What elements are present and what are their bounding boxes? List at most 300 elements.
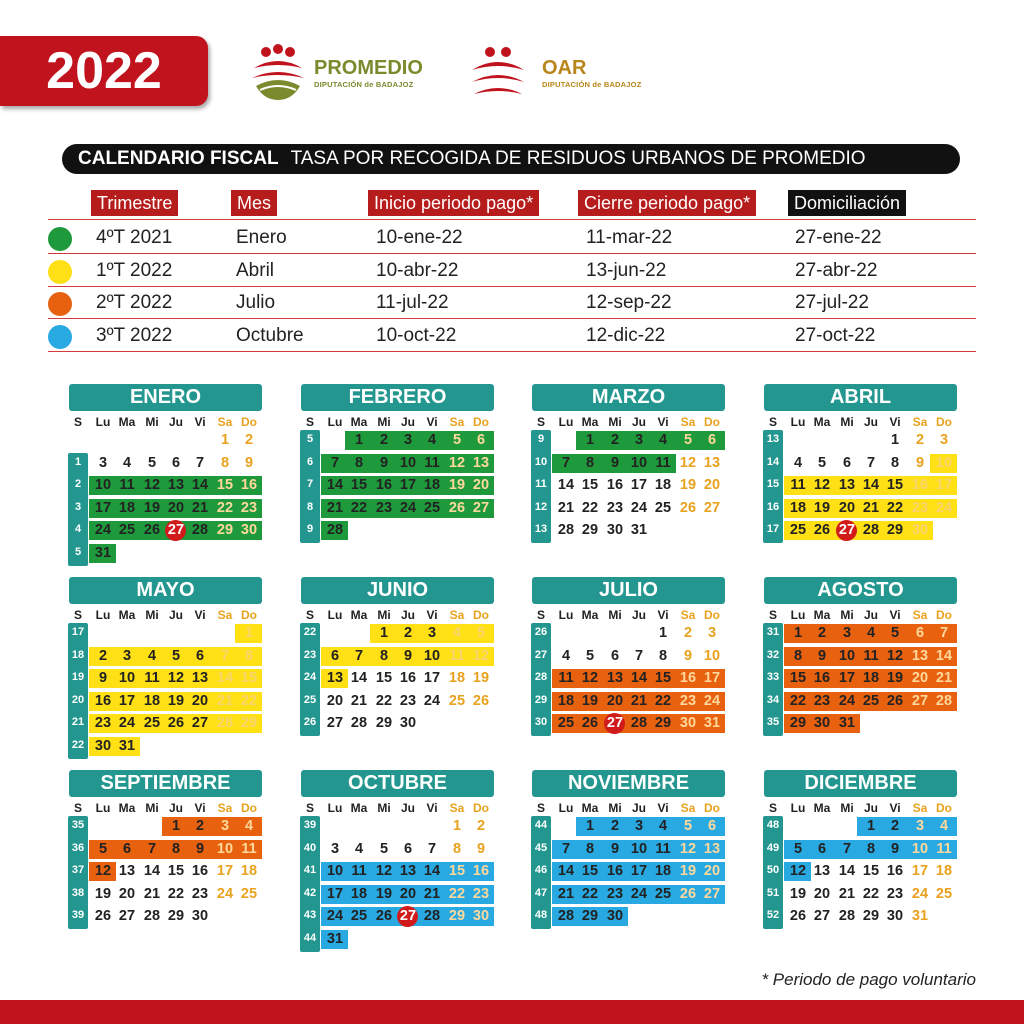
calendar-day: 3 [634,432,644,448]
calendar-day: 27 [606,715,624,732]
day-header: S [768,415,777,429]
month-noviembre [531,770,725,925]
calendar-day: 23 [191,885,209,902]
calendar-day: 26 [813,522,831,539]
calendar-day: 22 [886,499,904,516]
calendar-day: 8 [452,840,462,857]
calendar-day: 24 [94,522,112,539]
day-header: Sa [449,608,465,622]
day-header: Ma [813,801,831,815]
week-number: 30 [534,716,548,729]
calendar-day: 22 [167,885,185,902]
header-mes: Mes [231,190,277,216]
day-header: Do [936,608,952,622]
day-header: Mi [377,415,391,429]
calendar-day: 27 [911,692,929,709]
calendar-day: 15 [581,863,599,880]
calendar-day: 30 [191,908,209,925]
calendar-day: 10 [216,840,234,857]
calendar-day: 22 [350,499,368,516]
calendar-day: 24 [326,908,344,925]
calendar-day: 14 [143,863,161,880]
cell-mes: Abril [236,259,275,281]
day-header: Vi [889,608,901,622]
calendar-day: 5 [476,625,486,641]
calendar-day: 14 [630,670,648,687]
day-header: Lu [327,415,343,429]
week-number: 40 [303,841,317,854]
oar-logo [460,44,641,102]
calendar-day: 15 [654,670,672,687]
calendar-day: 8 [890,454,900,471]
week-number: 17 [71,626,85,638]
calendar-day: 7 [842,840,852,857]
calendar-day: 27 [326,715,344,732]
week-number: 38 [71,886,85,899]
calendar-day: 16 [606,477,624,494]
promedio-logo [248,44,423,102]
week-number: 43 [303,909,317,922]
calendar-day: 17 [911,863,929,880]
calendar-day: 10 [630,454,648,471]
week-number: 41 [303,864,317,877]
calendar-day: 24 [118,715,136,732]
calendar-day: 7 [427,840,437,857]
calendar-day: 2 [610,432,620,448]
calendar-day: 23 [606,499,624,516]
week-number: 14 [766,455,780,468]
day-header: S [536,801,545,815]
promedio-logo-icon [248,44,308,102]
calendar-day: 12 [679,454,697,471]
month-title: NOVIEMBRE [532,770,725,797]
calendar-day: 16 [679,670,697,687]
calendar-day: 6 [330,647,340,664]
month-marzo [531,384,725,539]
month-title: ABRIL [764,384,957,411]
week-number: 36 [71,841,85,854]
month-enero [68,384,262,561]
week-number: 21 [71,716,85,729]
week-number: 19 [71,671,85,684]
day-header: Vi [426,415,438,429]
calendar-day: 22 [862,885,880,902]
calendar-day: 3 [427,625,437,641]
week-number: 42 [303,886,317,899]
calendar-day: 19 [886,670,904,687]
day-header: Ma [118,415,136,429]
calendar-day: 12 [813,477,831,494]
calendar-day: 29 [240,715,258,732]
week-number: 4 [74,523,82,536]
calendar-day: 6 [122,840,132,857]
calendar-day: 18 [448,670,466,687]
calendar-day: 19 [94,885,112,902]
promedio-logo-name: PROMEDIO [314,57,423,79]
calendar-day: 15 [581,477,599,494]
calendar-day: 25 [862,692,880,709]
calendar-day: 30 [94,738,112,754]
week-number: 50 [766,864,780,877]
calendar-day: 5 [585,647,595,664]
calendar-day: 22 [789,692,807,709]
calendar-day: 21 [350,692,368,709]
cell-inicio: 10-abr-22 [376,259,459,281]
calendar-day: 17 [630,863,648,880]
calendar-day: 14 [862,477,880,494]
calendar-day: 13 [703,840,721,857]
calendar-day: 28 [350,715,368,732]
calendar-day: 17 [935,477,953,494]
footnote: * Periodo de pago voluntario [761,970,976,989]
calendar-day: 13 [472,454,490,471]
week-number: 8 [306,500,314,513]
calendar-day: 8 [220,454,230,471]
calendar-day: 3 [330,840,340,857]
cell-inicio: 10-ene-22 [376,227,463,248]
calendar-day: 6 [476,432,486,448]
calendar-day: 23 [240,499,258,516]
calendar-day: 30 [679,715,697,732]
calendar-day: 22 [448,885,466,902]
calendar-day: 28 [557,908,575,925]
calendar-day: 8 [658,647,668,664]
week-number: 2 [74,478,82,491]
calendar-day: 11 [424,454,440,471]
calendar-day: 9 [379,454,389,471]
calendar-day: 26 [143,522,161,539]
calendar-day: 7 [939,625,949,641]
calendar-day: 16 [472,863,490,880]
calendar-day: 2 [915,432,925,448]
calendar-day: 20 [606,692,624,709]
calendar-day: 4 [122,454,132,471]
calendar-day: 23 [606,885,624,902]
calendar-day: 27 [703,499,721,516]
calendar-day: 2 [403,625,413,641]
calendar-day: 14 [935,647,953,664]
calendar-day: 11 [241,840,257,857]
day-header: Mi [608,608,622,622]
calendar-day: 19 [789,885,807,902]
calendar-day: 3 [122,647,132,664]
week-number: 6 [306,455,314,468]
day-header: Do [241,608,257,622]
week-number: 22 [71,739,85,751]
banner-title-bold: CALENDARIO FISCAL [78,148,279,169]
calendar-day: 19 [813,499,831,516]
day-header: Ma [581,415,599,429]
calendar-day: 12 [375,863,393,880]
calendar-day: 13 [813,863,831,880]
day-header: Ju [400,415,415,429]
month-julio [531,577,725,732]
calendar-day: 20 [191,692,209,709]
calendar-day: 28 [143,908,161,925]
calendar-day: 25 [143,715,161,732]
month-octubre [300,770,494,947]
calendar-day: 20 [838,499,856,516]
calendar-day: 7 [561,454,571,471]
calendar-day: 5 [793,840,803,857]
day-header: S [73,608,82,622]
calendar-day: 9 [610,454,620,471]
week-number: 3 [74,500,82,513]
calendar-day: 18 [557,692,575,709]
cell-inicio: 11-jul-22 [376,292,449,313]
calendar-day: 16 [399,670,417,687]
calendar-day: 17 [94,499,112,516]
oar-logo-name: OAR [542,57,587,79]
calendar-day: 20 [911,670,929,687]
calendar-day: 13 [703,454,721,471]
week-number: 1 [74,455,82,468]
table-row [0,222,1024,254]
table-divider [48,219,976,220]
day-header: Vi [194,415,206,429]
cell-domiciliacion: 27-jul-22 [795,292,869,313]
day-header: Lu [790,801,806,815]
calendar-day: 18 [143,692,161,709]
month-title: SEPTIEMBRE [69,770,262,797]
week-number: 9 [537,433,545,445]
week-number: 35 [71,819,85,831]
calendar-day: 23 [911,499,929,516]
calendar-day: 28 [935,692,953,709]
cell-cierre: 11-mar-22 [586,227,673,248]
calendar-day: 27 [838,522,856,539]
calendar-day: 18 [862,670,880,687]
month-title: MARZO [532,384,725,411]
calendar-day: 22 [240,692,258,709]
day-header: Do [241,415,257,429]
day-header: Do [704,801,720,815]
calendar-day: 21 [423,885,441,902]
calendar-day: 11 [936,840,952,857]
calendar-day: 15 [167,863,185,880]
day-header: Ju [400,608,415,622]
day-header: Ju [631,608,646,622]
calendar-day: 12 [472,647,490,664]
cell-cierre: 12-sep-22 [586,292,672,313]
calendar-day: 9 [610,840,620,857]
calendar-day: 14 [326,477,344,494]
cell-trimestre: 3ºT 2022 [96,324,173,346]
calendar-day: 20 [472,477,490,494]
week-number: 45 [534,841,548,854]
calendar-day: 19 [679,863,697,880]
calendar-day: 17 [326,885,344,902]
month-title: AGOSTO [764,577,957,604]
calendar-day: 11 [863,647,879,664]
calendar-day: 24 [423,692,441,709]
day-header: Lu [558,608,574,622]
day-header: Do [936,415,952,429]
day-header: Mi [840,415,854,429]
calendar-day: 1 [793,625,803,641]
calendar-day: 15 [886,477,904,494]
calendar-day: 26 [472,692,490,709]
table-row [0,287,1024,319]
week-number: 24 [303,671,317,684]
calendar-day: 25 [789,522,807,539]
calendar-day: 4 [561,647,571,664]
week-number: 25 [303,693,317,706]
calendar-day: 3 [842,625,852,641]
calendar-day: 10 [423,647,441,664]
calendar-day: 16 [375,477,393,494]
week-number: 29 [534,693,548,706]
calendar-day: 1 [220,432,230,448]
day-header: Vi [657,608,669,622]
calendar-day: 30 [472,908,490,925]
calendar-day: 30 [886,908,904,925]
calendar-day: 4 [244,818,254,834]
calendar-day: 4 [354,840,364,857]
week-number: 48 [534,909,548,922]
calendar-day: 17 [399,477,417,494]
day-header: Lu [790,608,806,622]
week-number: 15 [766,478,780,491]
calendar-day: 3 [220,818,230,834]
calendar-day: 6 [842,454,852,471]
week-number: 47 [534,886,548,899]
week-number: 31 [766,626,780,638]
calendar-day: 16 [191,863,209,880]
calendar-day: 12 [886,647,904,664]
calendar-day: 4 [793,454,803,471]
calendar-day: 14 [191,477,209,494]
calendar-day: 17 [838,670,856,687]
calendar-day: 9 [476,840,486,857]
day-header: S [305,415,314,429]
month-agosto [763,577,957,732]
day-header: Vi [889,415,901,429]
calendar-day: 18 [654,477,672,494]
calendar-day: 28 [862,522,880,539]
day-header: Vi [426,608,438,622]
calendar-day: 23 [886,885,904,902]
calendar-day: 16 [886,863,904,880]
calendar-day: 27 [472,499,490,516]
calendar-day: 29 [581,908,599,925]
day-header: Sa [217,801,233,815]
calendar-day: 8 [585,840,595,857]
calendar-day: 29 [789,715,807,732]
calendar-day: 9 [915,454,925,471]
day-header: Ma [581,608,599,622]
day-header: Ju [168,801,183,815]
calendar-day: 1 [354,432,364,448]
calendar-day: 9 [244,454,254,471]
calendar-day: 23 [399,692,417,709]
calendar-day: 12 [94,863,112,880]
calendar-day: 18 [423,477,441,494]
week-number: 49 [766,841,780,854]
week-number: 11 [535,478,547,491]
calendar-day: 29 [216,522,234,539]
year-label: 2022 [0,36,208,106]
month-title: DICIEMBRE [764,770,957,797]
calendar-day: 3 [707,625,717,641]
calendar-day: 10 [703,647,721,664]
calendar-day: 22 [581,499,599,516]
calendar-day: 25 [557,715,575,732]
calendar-day: 7 [195,454,205,471]
calendar-day: 26 [679,885,697,902]
calendar-day: 17 [630,477,648,494]
week-number: 16 [766,500,780,513]
calendar-day: 28 [838,908,856,925]
day-header: S [305,801,314,815]
calendar-day: 20 [703,477,721,494]
banner-title-rest: TASA POR RECOGIDA DE RESIDUOS URBANOS DE PROMEDIO [290,148,866,169]
header-cierre: Cierre periodo pago* [578,190,756,216]
day-header: Do [473,415,489,429]
week-number: 10 [534,455,548,468]
calendar-day: 6 [817,840,827,857]
day-header: S [73,801,82,815]
calendar-day: 2 [195,818,205,834]
day-header: Ju [631,415,646,429]
calendar-day: 28 [557,522,575,539]
day-header: Lu [95,801,111,815]
week-number: 13 [766,433,780,445]
calendar-day: 27 [118,908,136,925]
week-number: 39 [71,909,85,922]
calendar-day: 5 [817,454,827,471]
calendar-day: 23 [94,715,112,732]
calendar-day: 1 [244,625,254,641]
calendar-day: 20 [703,863,721,880]
calendar-day: 5 [147,454,157,471]
calendar-day: 5 [452,432,462,448]
calendar-day: 21 [862,499,880,516]
calendar-day: 25 [350,908,368,925]
cell-cierre: 12-dic-22 [586,324,666,346]
week-number: 44 [303,932,317,944]
cell-inicio: 10-oct-22 [376,324,457,346]
day-header: Ma [350,608,368,622]
calendar-day: 23 [679,692,697,709]
calendar-day: 18 [350,885,368,902]
day-header: Lu [95,415,111,429]
cell-trimestre: 4ºT 2021 [96,227,173,248]
day-header: Sa [217,608,233,622]
calendar-day: 24 [630,885,648,902]
calendar-day: 11 [790,477,806,494]
calendar-day: 21 [838,885,856,902]
day-header: Vi [889,801,901,815]
calendar-day: 6 [915,625,925,641]
calendar-day: 26 [581,715,599,732]
calendar-day: 10 [399,454,417,471]
calendar-day: 4 [866,625,876,641]
calendar-day: 8 [585,454,595,471]
calendar-day: 25 [654,499,672,516]
month-title: FEBRERO [301,384,494,411]
calendar-day: 12 [167,670,185,687]
header-domiciliacion: Domiciliación [788,190,906,216]
header-inicio: Inicio periodo pago* [368,190,539,216]
calendar-day: 2 [890,818,900,834]
day-header: Vi [657,415,669,429]
day-header: Ju [168,608,183,622]
calendar-day: 18 [240,863,258,880]
calendar-day: 26 [679,499,697,516]
calendar-day: 29 [654,715,672,732]
month-title: JULIO [532,577,725,604]
